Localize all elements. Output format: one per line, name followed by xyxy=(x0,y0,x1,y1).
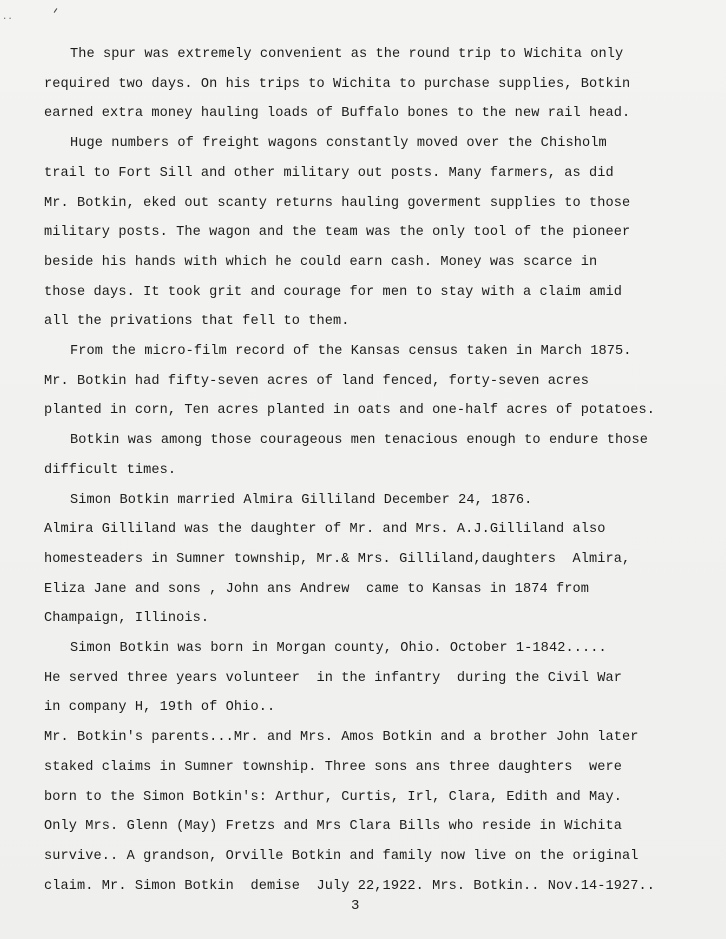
text-line: beside his hands with which he could earn cash. Money was scarce in xyxy=(44,254,598,270)
text-line: Mr. Botkin's parents...Mr. and Mrs. Amos Botkin and a brother John later xyxy=(44,730,639,746)
text-line: From the micro-film record of the Kansas census taken in March 1875. xyxy=(70,344,632,360)
text-line: all the privations that fell to them. xyxy=(44,314,350,330)
text-line: Eliza Jane and sons , John ans Andrew came to Kansas in 1874 from xyxy=(44,581,589,597)
text-line: difficult times. xyxy=(44,462,177,478)
text-line: Champaign, Illinois. xyxy=(44,611,210,627)
text-line: claim. Mr. Simon Botkin demise July 22,1922. Mrs. Botkin.. Nov.14-1927.. xyxy=(44,878,656,894)
text-line: earned extra money hauling loads of Buffalo bones to the new rail head. xyxy=(44,106,631,122)
text-line: homesteaders in Sumner township, Mr.& Mrs. Gilliland,daughters Almira, xyxy=(44,551,631,567)
text-line: Mr. Botkin, eked out scanty returns hauling goverment supplies to those xyxy=(44,195,631,211)
text-line: Huge numbers of freight wagons constantly moved over the Chisholm xyxy=(70,136,607,152)
text-line: survive.. A grandson, Orville Botkin and family now live on the original xyxy=(44,848,639,864)
page-number: 3 xyxy=(351,898,360,914)
text-line: military posts. The wagon and the team was the only tool of the pioneer xyxy=(44,225,631,241)
text-line: Only Mrs. Glenn (May) Fretzs and Mrs Clara Bills who reside in Wichita xyxy=(44,819,623,835)
text-line: Almira Gilliland was the daughter of Mr. and Mrs. A.J.Gilliland also xyxy=(44,522,606,538)
text-line: The spur was extremely convenient as the round trip to Wichita only xyxy=(70,47,624,62)
text-line: Mr. Botkin had fifty-seven acres of land fenced, forty-seven acres xyxy=(44,373,589,389)
text-line: planted in corn, Ten acres planted in oats and one-half acres of potatoes. xyxy=(44,403,656,419)
text-line: born to the Simon Botkin's: Arthur, Curtis, Irl, Clara, Edith and May. xyxy=(44,789,623,805)
text-line: He served three years volunteer in the infantry during the Civil War xyxy=(44,670,623,686)
text-line: trail to Fort Sill and other military out posts. Many farmers, as did xyxy=(44,165,614,181)
text-line: Simon Botkin was born in Morgan county, Ohio. October 1-1842..... xyxy=(70,641,607,657)
pen-mark xyxy=(54,8,58,13)
text-line: Botkin was among those courageous men tenacious enough to endure those xyxy=(70,433,649,449)
text-line: Simon Botkin married Almira Gilliland December 24, 1876. xyxy=(70,492,533,508)
text-line: in company H, 19th of Ohio.. xyxy=(44,700,276,716)
body-text xyxy=(44,40,714,901)
margin-marks: .. xyxy=(2,12,13,22)
text-line: staked claims in Sumner township. Three sons ans three daughters were xyxy=(44,759,623,775)
text-line: required two days. On his trips to Wichita to purchase supplies, Botkin xyxy=(44,76,631,92)
text-line: those days. It took grit and courage for men to stay with a claim amid xyxy=(44,284,623,300)
